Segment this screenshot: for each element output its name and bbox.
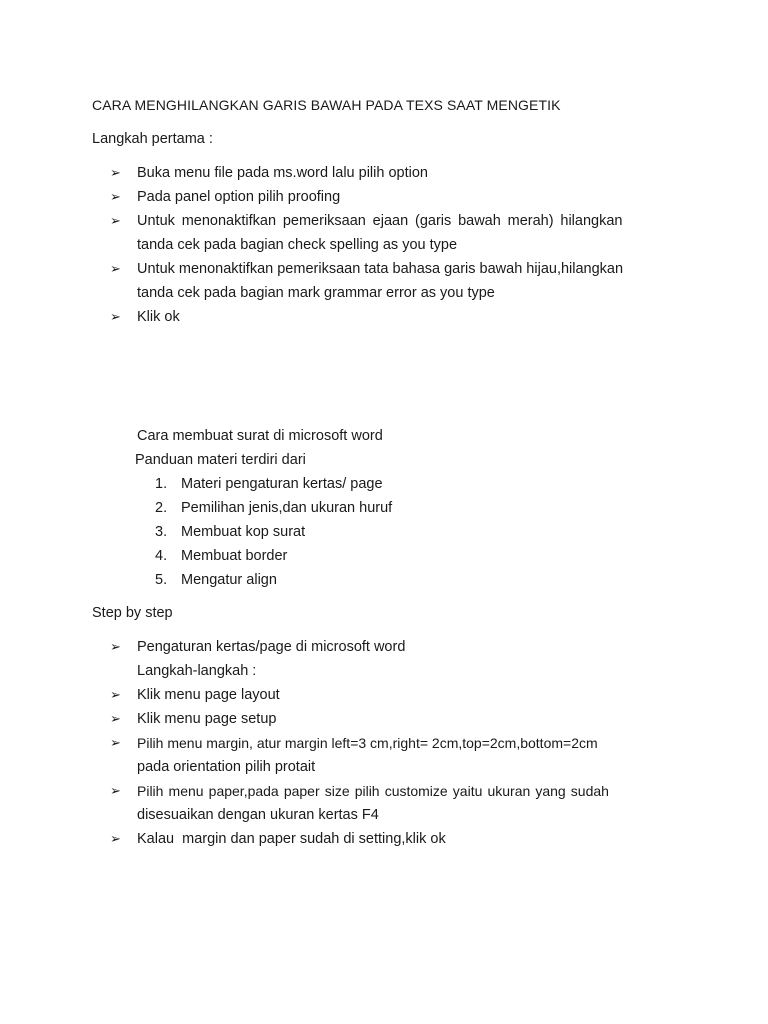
arrow-bullet-icon: ➢ [110, 189, 121, 204]
list-item [110, 161, 678, 185]
item-number: 3. [155, 524, 168, 540]
section-heading: Step by step [92, 605, 173, 621]
numbered-item [155, 520, 305, 544]
list-item [110, 827, 678, 851]
list-item-text: Klik menu page layout [137, 687, 280, 703]
list-item-continuation: tanda cek pada bagian check spelling as you type [137, 237, 458, 253]
numbered-item [155, 568, 277, 592]
arrow-bullet-icon: ➢ [110, 831, 121, 846]
arrow-bullet-icon: ➢ [110, 261, 121, 276]
list-item-continuation: disesuaikan dengan ukuran kertas F4 [137, 807, 379, 823]
item-number: 4. [155, 548, 168, 564]
section-intro: Panduan materi terdiri dari [135, 452, 306, 468]
section-heading: Langkah pertama : [92, 131, 213, 147]
list-item [110, 779, 678, 803]
arrow-bullet-icon: ➢ [110, 213, 121, 228]
item-number: 1. [155, 476, 168, 492]
list-item-continuation: pada orientation pilih protait [137, 759, 316, 775]
list-item-text: Klik menu page setup [137, 711, 277, 727]
list-item-text: Pilih menu margin, atur margin left=3 cm,right= 2cm,top=2cm,bottom=2cm [137, 735, 598, 751]
item-number: 5. [155, 572, 168, 588]
numbered-item [155, 472, 383, 496]
list-item-text: Buka menu file pada ms.word lalu pilih option [137, 165, 428, 181]
list-item-text: Klik ok [137, 309, 180, 325]
list-item [110, 305, 678, 329]
numbered-item-text: Mengatur align [181, 572, 277, 588]
numbered-item [155, 544, 287, 568]
section-subtitle: Cara membuat surat di microsoft word [137, 428, 383, 444]
numbered-item-text: Materi pengaturan kertas/ page [181, 476, 383, 492]
list-item [110, 185, 678, 209]
document-title: CARA MENGHILANGKAN GARIS BAWAH PADA TEXS SAAT MENGETIK [92, 97, 561, 113]
item-number: 2. [155, 500, 168, 516]
numbered-item [155, 496, 392, 520]
list-item-text: Pada panel option pilih proofing [137, 189, 341, 205]
list-item [110, 257, 678, 281]
arrow-bullet-icon: ➢ [110, 735, 121, 750]
numbered-item-text: Pemilihan jenis,dan ukuran huruf [181, 500, 393, 516]
list-item [110, 707, 678, 731]
list-item-continuation: tanda cek pada bagian mark grammar error as you type [137, 285, 495, 301]
arrow-bullet-icon: ➢ [110, 711, 121, 726]
list-item-text: Kalau margin dan paper sudah di setting,klik ok [137, 831, 446, 847]
numbered-item-text: Membuat border [181, 548, 288, 564]
list-item-text: Untuk menonaktifkan pemeriksaan ejaan (garis bawah merah) hilangkan [137, 213, 623, 229]
list-item-text: Pengaturan kertas/page di microsoft word [137, 639, 406, 655]
list-item [110, 635, 678, 659]
list-item-text: Untuk menonaktifkan pemeriksaan tata bahasa garis bawah hijau,hilangkan [137, 261, 624, 277]
numbered-item-text: Membuat kop surat [181, 524, 306, 540]
arrow-bullet-icon: ➢ [110, 165, 121, 180]
arrow-bullet-icon: ➢ [110, 783, 121, 798]
list-item [110, 683, 678, 707]
arrow-bullet-icon: ➢ [110, 639, 121, 654]
arrow-bullet-icon: ➢ [110, 309, 121, 324]
arrow-bullet-icon: ➢ [110, 687, 121, 702]
list-item-text: Pilih menu paper,pada paper size pilih customize yaitu ukuran yang sudah [137, 783, 609, 799]
list-item [110, 209, 678, 233]
list-item-continuation: Langkah-langkah : [137, 663, 257, 679]
list-item [110, 731, 678, 755]
